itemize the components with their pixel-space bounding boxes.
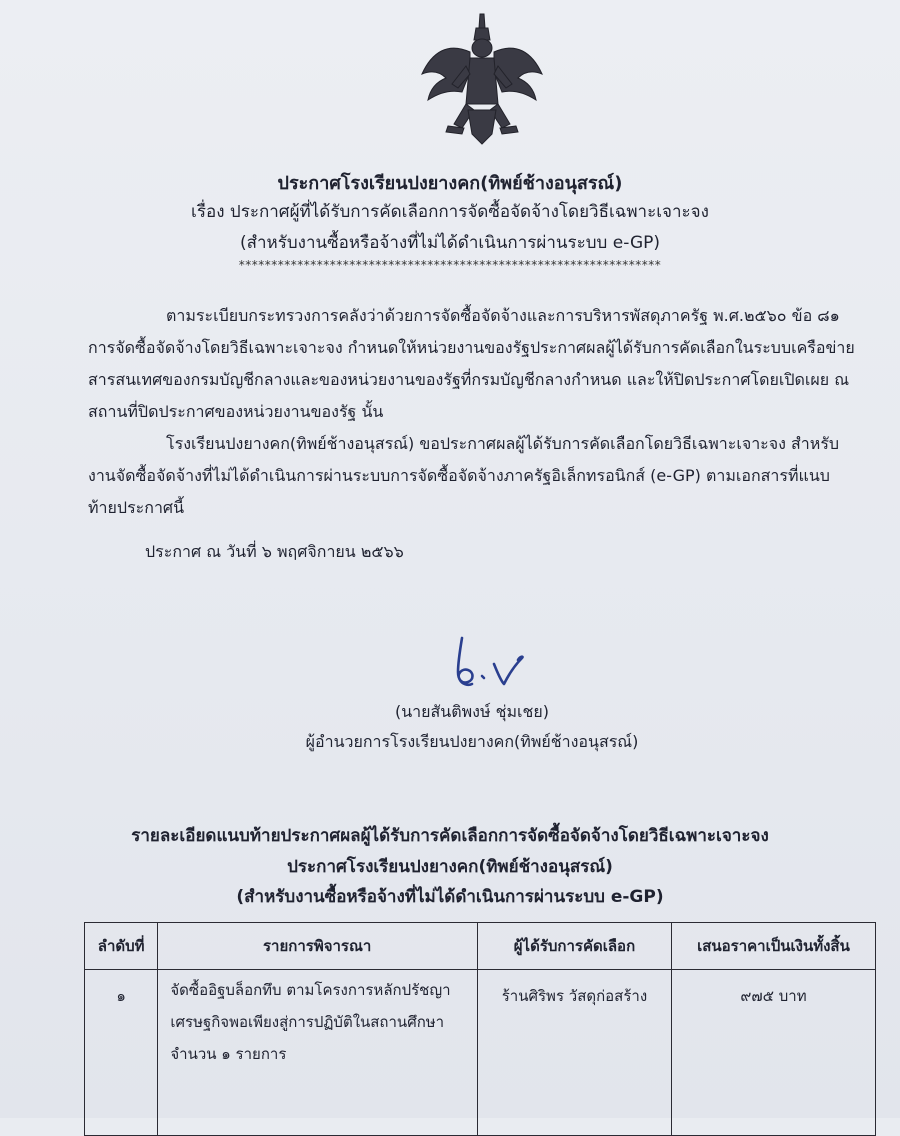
table-row: [85, 970, 876, 1136]
selection-result-table: [84, 922, 876, 1136]
table-header-row: [85, 923, 876, 970]
attachment-heading-school: ประกาศโรงเรียนปงยางคก(ทิพย์ช้างอนุสรณ์): [287, 857, 613, 877]
announcement-subject: เรื่อง ประกาศผู้ที่ได้รับการคัดเลือกการจัดซื้อจัดจ้างโดยวิธีเฉพาะเจาะจง: [191, 202, 709, 222]
row-item: จัดซื้ออิฐบล็อกทึบ ตามโครงการหลักปรัชญาเศรษฐกิจพอเพียงสู่การปฏิบัติในสถานศึกษา จำนวน ๑ รายการ: [158, 970, 478, 1136]
column-header-item: รายการพิจารณา: [158, 923, 478, 970]
row-vendor: ร้านศิริพร วัสดุก่อสร้าง: [477, 970, 671, 1136]
attachment-heading: รายละเอียดแนบท้ายประกาศผลผู้ได้รับการคัดเลือกการจัดซื้อจัดจ้างโดยวิธีเฉพาะเจาะจง: [131, 826, 769, 846]
announcement-subtitle: (สำหรับงานซื้อหรือจ้างที่ไม่ได้ดำเนินการผ่านระบบ e-GP): [239, 233, 661, 253]
paragraph-regulation: [88, 300, 858, 428]
announcement-date: ประกาศ ณ วันที่ ๖ พฤศจิกายน ๒๕๖๖: [145, 542, 404, 561]
column-header-vendor: ผู้ได้รับการคัดเลือก: [477, 923, 671, 970]
row-price: ๙๗๕ บาท: [671, 970, 875, 1136]
column-header-price: เสนอราคาเป็นเงินทั้งสิ้น: [671, 923, 875, 970]
signatory-position: ผู้อำนวยการโรงเรียนปงยางคก(ทิพย์ช้างอนุสรณ์): [305, 732, 639, 751]
column-header-no: ลำดับที่: [85, 923, 158, 970]
paragraph-regulation-text: ตามระเบียบกระทรวงการคลังว่าด้วยการจัดซื้อจัดจ้างและการบริหารพัสดุภาครัฐ พ.ศ.๒๕๖๐ ข้อ ๘๑ การจัดซื้อจัดจ้างโดยวิธีเฉพาะเจาะจง กำหนดให้หน่วยงานของรัฐประกาศผลผู้ได้รับการคัดเลือกในระบบเครือข่ายสารสนเทศของกรมบัญชีกลางและของหน่วยงานของรัฐที่กรมบัญชีกลางกำหนด และให้ปิดประกาศโดยเปิดเผย ณ สถานที่ปิดประกาศของหน่วยงานของรัฐ นั้น: [88, 306, 855, 421]
signatory-name: (นายสันติพงษ์ ชุ่มเชย): [395, 702, 549, 721]
attachment-heading-note: (สำหรับงานซื้อหรือจ้างที่ไม่ได้ดำเนินการผ่านระบบ e-GP): [236, 887, 664, 907]
row-number: ๑: [85, 970, 158, 1136]
paragraph-announcement-text: โรงเรียนปงยางคก(ทิพย์ช้างอนุสรณ์) ขอประกาศผลผู้ได้รับการคัดเลือกโดยวิธีเฉพาะเจาะจง สำหรับงานจัดซื้อจัดจ้างที่ไม่ได้ดำเนินการผ่านระบบการจัดซื้อจัดจ้างภาครัฐอิเล็กทรอนิกส์ (e-GP) ตามเอกสารที่แนบท้ายประกาศนี้: [88, 434, 840, 517]
paragraph-announcement: [88, 428, 858, 524]
garuda-emblem-icon: [418, 12, 546, 150]
announcement-title: ประกาศโรงเรียนปงยางคก(ทิพย์ช้างอนุสรณ์): [277, 173, 623, 194]
separator-line: *****************************************************************: [238, 258, 662, 272]
handwritten-signature: [432, 632, 532, 694]
